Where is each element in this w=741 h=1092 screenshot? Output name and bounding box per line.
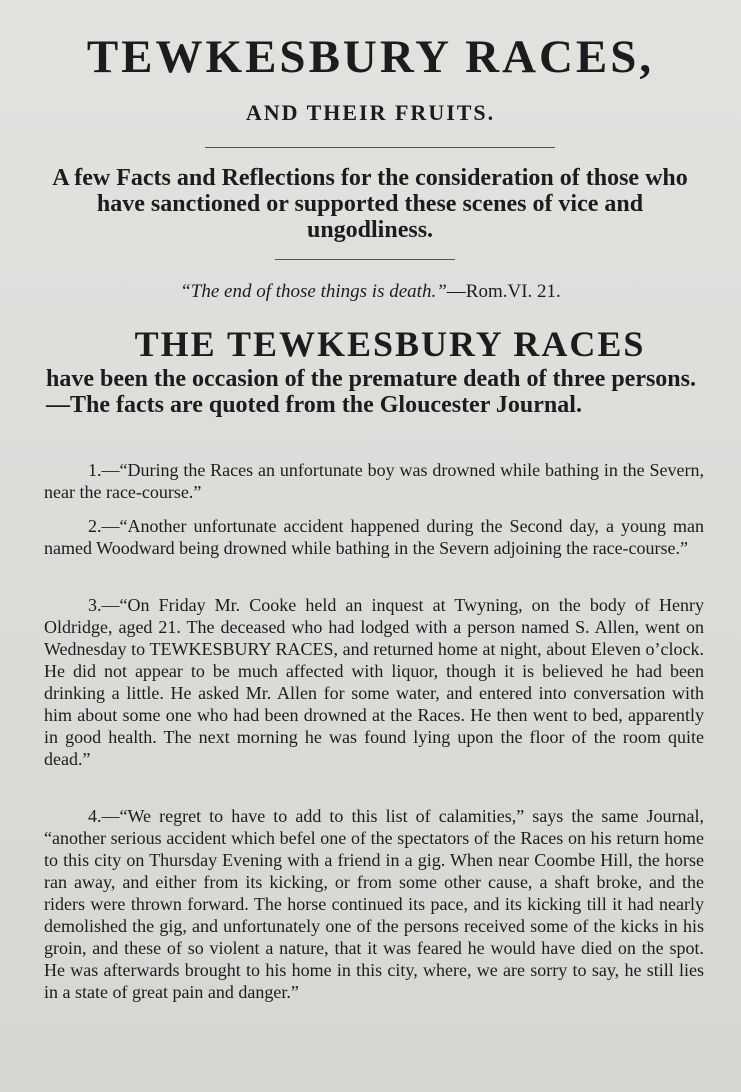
fact-paragraph-3: 3.—“On Friday Mr. Cooke held an inquest at Twyning, on the body of Henry Oldridge, aged 21. The deceased who had lodged with a person named S. Allen, went on Wednesday to TEWKESBURY RACES, and returned home at night, about Eleven o’clock. He did not appear to be much affected with liquor, though it is believed he had been drinking a little. He asked Mr. Allen for some water, and entered into conversation with him about some one who had been drowned at the Races. He then went to bed, apparently in good health. The next morning he was found lying upon the floor of the room quite dead.” (44, 595, 704, 769)
quote-source: —Rom.VI. 21. (446, 281, 561, 302)
document-title: TEWKESBURY RACES, (86, 31, 655, 83)
divider-rule (275, 259, 455, 260)
fact-paragraph-2: 2.—“Another unfortunate accident happened during the Second day, a young man named Woodward being drowned while bathing in the Severn adjoining the race-course.” (44, 516, 704, 558)
document-subtitle: AND THEIR FRUITS. (245, 100, 496, 125)
quote-text: “The end of those things is death.” (180, 281, 447, 302)
intro-text: A few Facts and Reflections for the consideration of those who have sanctioned or supported these scenes of vice and ungodliness. (52, 165, 688, 243)
scripture-quote (0, 281, 741, 303)
section-heading: THE TEWKESBURY RACES (134, 324, 646, 364)
lead-paragraph: have been the occasion of the premature death of three persons.—The facts are quoted from the Gloucester Journal. (46, 366, 696, 418)
fact-paragraph-4: 4.—“We regret to have to add to this list of calamities,” says the same Journal, “another serious accident which befel one of the spectators of the Races on his return home to this city on Thursday Evening with a friend in a gig. When near Coombe Hill, the horse ran away, and either from its kicking, or from some other cause, a shaft broke, and the riders were thrown forward. The horse continued its pace, and its kicking till it had nearly demolished the gig, and unfortunately one of the persons received some of the kicks in his groin, and these of so violent a nature, that it was feared he would have died on the spot. He was afterwards brought to his home in this city, where, we are sorry to say, he still lies in a state of great pain and danger.” (44, 806, 704, 1002)
divider-rule (205, 147, 555, 148)
fact-paragraph-1: 1.—“During the Races an unfortunate boy was drowned while bathing in the Severn, near the race-course.” (44, 460, 704, 502)
